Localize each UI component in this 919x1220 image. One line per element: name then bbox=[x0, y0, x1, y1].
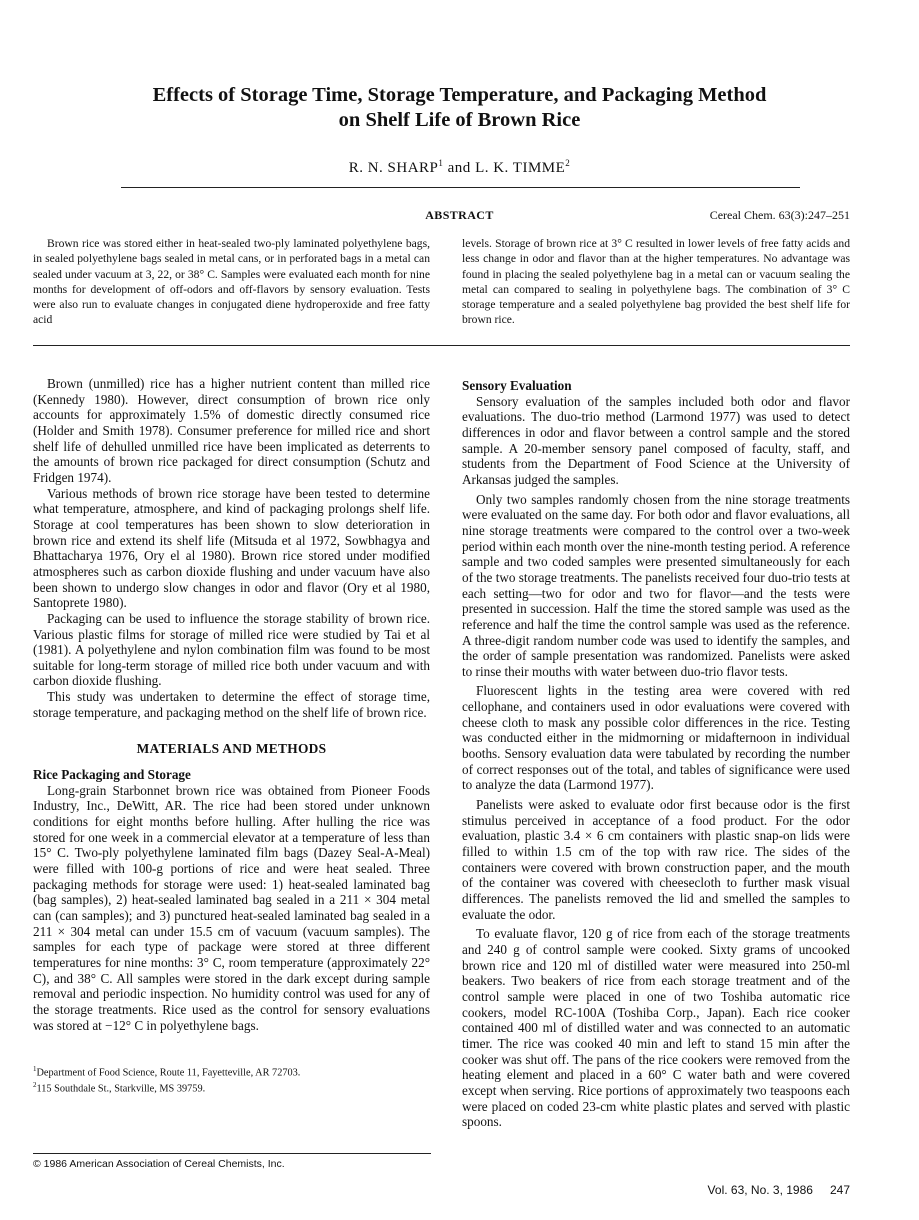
section-heading-materials-methods: MATERIALS AND METHODS bbox=[136, 741, 327, 757]
intro-paragraph: Packaging can be used to influence the storage stability of brown rice. Various plastic films for storage of milled rice were studied by Tai et al (1981). A polyethylene and nylon combination film was found to be most suitable for long-term storage of milled rice both under vacuum and with carbon dioxide flushing. bbox=[33, 610, 430, 689]
article-title bbox=[0, 83, 919, 133]
abstract-divider bbox=[33, 345, 850, 346]
abstract-heading: ABSTRACT bbox=[425, 208, 494, 222]
footnote-text: Department of Food Science, Route 11, Fayetteville, AR 72703. bbox=[36, 1067, 301, 1079]
journal-citation: Cereal Chem. 63(3):247–251 bbox=[709, 208, 850, 222]
header-divider bbox=[121, 187, 800, 188]
author-line bbox=[0, 158, 919, 177]
footnote-mark: 2 bbox=[33, 1081, 37, 1090]
subsection-heading-sensory: Sensory Evaluation bbox=[462, 378, 572, 393]
intro-paragraph: Brown (unmilled) rice has a higher nutrient content than milled rice (Kennedy 1980). However, direct consumption of brown rice only accounts for approximately 1.5% of domestic directly consumed rice (Holder and Smith 1978). Consumer preference for milled rice and short shelf life of dehulled unmilled rice have been implicated as deterrents to the amounts of brown rice packaged for direct consumption (Schutz and Fridgen 1974). bbox=[33, 376, 430, 485]
footnote bbox=[33, 1079, 300, 1095]
page-number: 247 bbox=[829, 1183, 850, 1197]
author-footnotes bbox=[33, 1063, 300, 1096]
page-footer bbox=[708, 1183, 850, 1197]
abstract-text-right: levels. Storage of brown rice at 3° C resulted in lower levels of free fatty acids and less change in odor and flavor than at the higher temperatures. No advantage was found in placing the sealed polyethylene bag in a metal can or vacuum sealing the metal can compared to sealing in polyethylene bags. The combination of 3° C storage temperature and a sealed polyethylene bag provided the best shelf life for brown rice. bbox=[462, 237, 850, 327]
footnote-mark: 1 bbox=[33, 1065, 37, 1073]
copyright-notice: © 1986 American Association of Cereal Chemists, Inc. bbox=[33, 1158, 285, 1170]
left-body-column bbox=[33, 376, 430, 1033]
author-1: R. N. SHARP bbox=[348, 160, 439, 176]
sensory-paragraph: To evaluate flavor, 120 g of rice from each of the storage treatments and 240 g of control sample were cooked. Sixty grams of uncooked brown rice and 120 ml of distilled water were measured into 250-ml beakers. Two beakers of rice from each storage treatment and of the control sample were placed in one of two Toshiba automatic rice cookers, model RC-100A (Toshiba Corp., Japan). Each rice cooker contained 400 ml of distilled water and was connected to an automatic timer. The rice was cooked 40 min and left to stand 15 min after the cooker was shut off. The pans of the rice cookers were removed from the heating element and placed in a 60° C water bath and were covered except when serving. Rice portions of approximately two teaspoons each were placed on coded 23-cm white plastic plates and served with plastic spoons. bbox=[462, 926, 850, 1130]
sensory-paragraph: Fluorescent lights in the testing area were covered with red cellophane, and containers used in odor evaluations were covered with cheese cloth to mask any possible color differences in the rice. Testing was conducted either in the midmorning or midafternoon in individual booths. Sensory evaluation data were tabulated by recording the number of correct responses out of the total, and tables of significance were used to analyze the data (Larmond 1977). bbox=[462, 683, 850, 793]
right-body-column bbox=[462, 378, 850, 1134]
abstract-left-column bbox=[33, 236, 430, 328]
author-2: L. K. TIMME bbox=[475, 160, 566, 176]
sensory-paragraph: Sensory evaluation of the samples included both odor and flavor evaluations. The duo-trio method (Larmond 1977) was used to detect differences in odor and flavor between a control sample and the stored sample. A 20-member sensory panel composed of faculty, staff, and students from the Department of Food Science at the University of Arkansas judged the samples. bbox=[462, 393, 850, 487]
abstract-text-left: Brown rice was stored either in heat-sealed two-ply laminated polyethylene bags, in sealed polyethylene bags sealed in metal cans, or in perforated bags in a metal can sealed under vacuum at 3, 22, or 38° C. Samples were evaluated each month for nine months for development of off-odors and off-flavors by sensory evaluation. Tests were also run to evaluate changes in conjugated diene hydroperoxide and free fatty acid bbox=[33, 237, 430, 327]
journal-issue: Vol. 63, No. 3, 1986 bbox=[707, 1183, 813, 1197]
sensory-paragraph: Panelists were asked to evaluate odor first because odor is the first stimulus perceived in acceptance of a food product. For the odor evaluation, plastic 3.4 × 6 cm containers with plastic snap-on lids were filled to within 1.5 cm of the top with raw rice. The sides of the containers were covered with brown construction paper, and the mouth of the container was covered with cheesecloth to further mask visual differences. The panelists removed the lid and smelled the samples to evaluate the odor. bbox=[462, 797, 850, 922]
intro-paragraph: Various methods of brown rice storage have been tested to determine what temperature, atmosphere, and kind of packaging prolongs shelf life. Storage at cool temperatures has been shown to slow deterioration in brown rice and extend its shelf life (Mitsuda et al 1972, Sowbhagya and Bhattacharya 1976, Ory el al 1980). Brown rice stored under modified atmospheres such as carbon dioxide flushing and under vacuum have also been shown to undergo slow changes in odor and flavor (Ory et al 1980, Santoprete 1980). bbox=[33, 485, 430, 611]
sensory-paragraph: Only two samples randomly chosen from the nine storage treatments were evaluated on the same day. For both odor and flavor evaluations, all nine storage treatments were compared to the control over a two-week period within each month over the nine-month testing period. A reference sample and two coded samples were presented simultaneously for each of the two storage treatments. The panelists received four duo-trio tests at each setting—two for odor and two for flavor—and the tests were presented in succession. Half the time the stored sample was used as the reference and half the time the control sample was used as the reference. A three-digit random number code was used to identify the samples, and the order of sample presentation was randomized. Panelists were asked to rinse their mouths with water between duo-trio flavor tests. bbox=[462, 491, 850, 679]
copyright-divider bbox=[33, 1153, 431, 1154]
title-line-2: on Shelf Life of Brown Rice bbox=[338, 109, 581, 131]
author-1-footnote-mark: 1 bbox=[438, 158, 444, 168]
subsection-heading-packaging: Rice Packaging and Storage bbox=[33, 767, 191, 783]
footnote bbox=[33, 1063, 300, 1079]
intro-paragraph: This study was undertaken to determine the effect of storage time, storage temperature, and packaging method on the shelf life of brown rice. bbox=[33, 689, 430, 720]
title-line-1: Effects of Storage Time, Storage Temperature, and Packaging Method bbox=[152, 84, 767, 106]
author-2-footnote-mark: 2 bbox=[565, 158, 571, 168]
footnote-text: 115 Southdale St., Starkville, MS 39759. bbox=[36, 1083, 206, 1095]
packaging-paragraph: Long-grain Starbonnet brown rice was obtained from Pioneer Foods Industry, Inc., DeWitt, AR. The rice had been stored under unknown conditions for eight months before hulling. After hulling the rice was stored for one week in a commercial elevator at a temperature of less than 15° C. Two-ply polyethylene laminated film bags (Dazey Seal-A-Meal) were filled with 100-g portions of rice and were heat sealed. Three packaging methods for storage were used: 1) heat-sealed laminated bag (bag samples), 2) heat-sealed laminated bag sealed in a 211 × 304 metal can (can samples); and 3) punctured heat-sealed laminated bag sealed in a 211 × 304 metal can under 15.5 cm of vacuum (vacuum samples). The samples for each type of package were stored at three different temperatures for nine months: 3° C, room temperature (approximately 22° C), and 38° C. All samples were stored in the dark except during sample removal and periodic inspection. No humidity control was used for any of the storage treatments. Rice used as the control for sensory evaluations was stored at −12° C in polyethylene bags. bbox=[33, 782, 430, 1033]
author-conjunction: and bbox=[443, 160, 476, 176]
abstract-right-column bbox=[462, 236, 850, 328]
